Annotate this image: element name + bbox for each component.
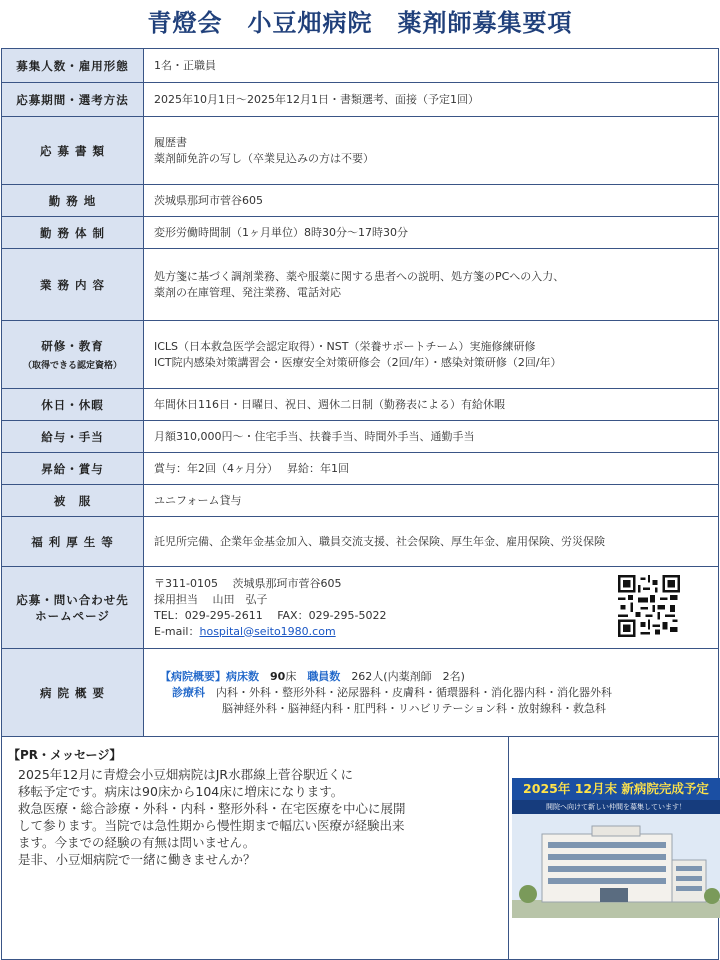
row-label: 業 務 内 容 [2,249,144,321]
pr-line: して参ります。当院では急性期から慢性期まで幅広い医療が経験出来 [18,818,405,833]
table-row [2,517,719,567]
overview-line-1 [160,669,708,685]
homepage-label: ホームページ [35,608,110,623]
postal-address: 〒311-0105 茨城県那珂市菅谷605 [154,576,342,590]
page-title: 青燈会 小豆畑病院 薬剤師募集要項 [147,9,573,37]
row-label [2,567,144,649]
hospital-building-image [512,814,720,918]
row-value: ユニフォーム貸与 [144,485,719,517]
staff-count: 262人(内薬剤師 2名) [351,669,465,683]
table-row [2,567,719,649]
row-label: 福 利 厚 生 等 [2,517,144,567]
training-label: 研修・教育 [41,339,104,353]
row-value: 茨城県那珂市菅谷605 [144,185,719,217]
email-prefix: E-mail： [154,624,200,638]
pr-line: 是非、小豆畑病院で一緒に働きませんか？ [18,852,256,867]
qr-code-icon[interactable] [618,575,680,637]
row-label: 勤 務 地 [2,185,144,217]
promo-subtitle: 開院へ向けて新しい仲間を募集しています！ [512,800,720,814]
contact-person: 採用担当 山田 弘子 [154,592,268,606]
table-row [2,421,719,453]
row-label: 応 募 書 類 [2,117,144,185]
row-label: 給与・手当 [2,421,144,453]
pr-text [18,766,498,868]
contact-label: 応募・問い合わせ先 [16,592,129,607]
row-label: 応募期間・選考方法 [2,83,144,117]
docs-line-1: 履歴書 [154,135,187,149]
staff-head: 職員数 [307,669,341,683]
bed-count: 90 [270,669,286,683]
dept-list-2: 脳神経外科・脳神経内科・肛門科・リハビリテーション科・放射線科・救急科 [222,701,607,715]
table-row [2,185,719,217]
table-row [2,453,719,485]
row-label [2,321,144,389]
row-value: 1名・正職員 [144,49,719,83]
pr-line: 移転予定です。病床は90床から104床に増床になります。 [18,784,344,799]
contact-value [144,567,719,649]
row-label: 休日・休暇 [2,389,144,421]
duties-line-1: 処方箋に基づく調剤業務、薬や服薬に関する患者への説明、処方箋のPCへの入力、 [154,269,565,283]
phone-fax: TEL：029-295-2611 FAX：029-295-5022 [154,608,387,622]
pr-line: 救急医療・総合診療・外科・内科・整形外科・在宅医療を中心に展開 [18,801,406,816]
new-hospital-promo [512,778,720,918]
row-value: 賞与：年2回（4ヶ月分） 昇給：年1回 [144,453,719,485]
table-row [2,485,719,517]
bottom-section [1,736,719,960]
email-link[interactable]: hospital@seito1980.com [199,624,336,638]
table-row [2,217,719,249]
table-row [2,117,719,185]
table-row [2,83,719,117]
promo-banner: 2025年 12月末 新病院完成予定 [512,778,720,800]
row-label: 病 院 概 要 [2,649,144,737]
training-line-2: ICT院内感染対策講習会・医療安全対策研修会（2回/年）・感染対策研修（2回/年） [154,355,562,369]
table-row [2,249,719,321]
bed-unit: 床 [285,669,297,683]
overview-line-2 [160,685,708,701]
pr-title: 【PR・メッセージ】 [8,748,122,762]
overview-value [144,649,719,737]
pr-message-box [2,736,509,959]
pr-line: 2025年12月に青燈会小豆畑病院はJR水郡線上菅谷駅近くに [18,767,354,782]
training-sublabel: （取得できる認定資格） [22,361,122,371]
row-value: 託児所完備、企業年金基金加入、職員交流支援、社会保険、厚生年金、雇用保険、労災保険 [144,517,719,567]
row-value [144,249,719,321]
row-value: 変形労働時間制（1ヶ月単位）8時30分～17時30分 [144,217,719,249]
recruitment-table [1,48,719,737]
table-row [2,49,719,83]
row-value: 年間休日116日・日曜日、祝日、週休二日制（勤務表による）有給休暇 [144,389,719,421]
row-label: 被 服 [2,485,144,517]
overview-line-3 [160,701,708,717]
pr-line: ます。今までの経験の有無は問いません。 [18,835,256,850]
row-value [144,117,719,185]
row-label: 勤 務 体 制 [2,217,144,249]
dept-head: 診療科 [172,685,205,699]
row-value [144,321,719,389]
dept-list-1: 内科・外科・整形外科・泌尿器科・皮膚科・循環器科・消化器内科・消化器外科 [216,685,612,699]
table-row [2,321,719,389]
docs-line-2: 薬剤師免許の写し（卒業見込みの方は不要） [154,151,374,165]
row-value: 月額310,000円～・住宅手当、扶養手当、時間外手当、通勤手当 [144,421,719,453]
row-value: 2025年10月1日～2025年12月1日・書類選考、面接（予定1回） [144,83,719,117]
row-label: 募集人数・雇用形態 [2,49,144,83]
duties-line-2: 薬剤の在庫管理、発注業務、電話対応 [154,285,341,299]
training-line-1: ICLS（日本救急医学会認定取得）・NST（栄養サポートチーム）実施修練研修 [154,339,536,353]
row-label: 昇給・賞与 [2,453,144,485]
table-row [2,649,719,737]
overview-head: 【病院概要】病床数 [160,669,259,683]
table-row [2,389,719,421]
